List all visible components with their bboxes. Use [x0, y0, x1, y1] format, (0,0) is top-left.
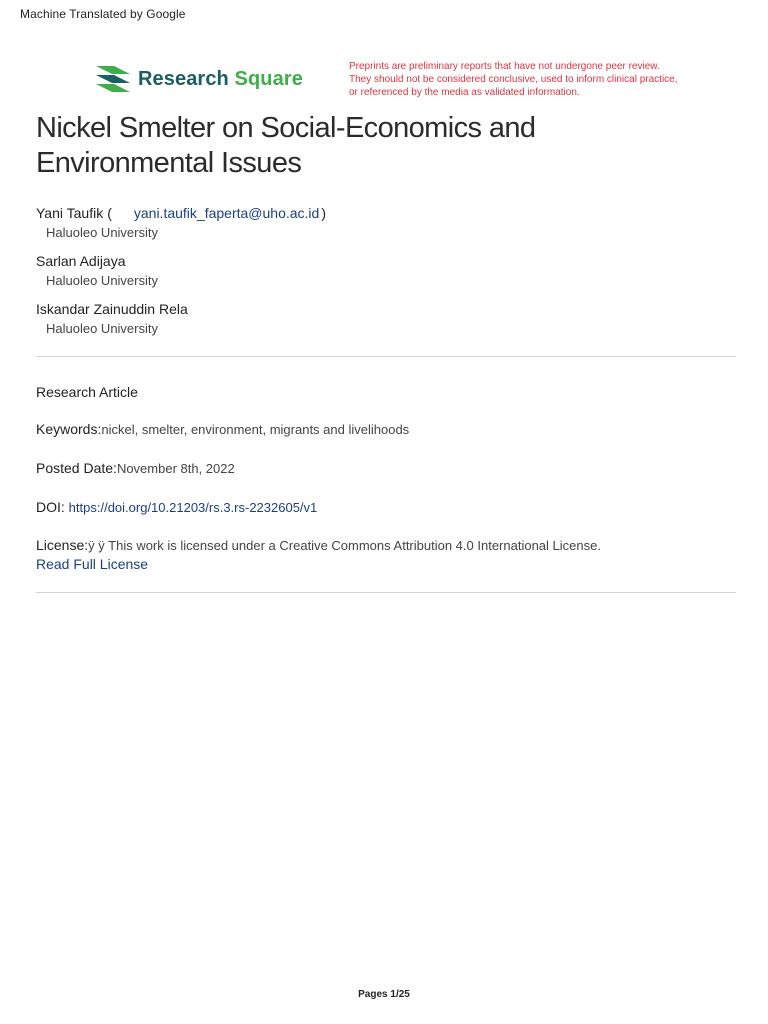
disclaimer-line: or referenced by the media as validated information. [349, 87, 580, 98]
paper-title-line: Environmental Issues [36, 147, 302, 179]
license-text: ÿ ÿ This work is licensed under a Creative Commons Attribution 4.0 International License. [88, 538, 601, 553]
research-square-logo[interactable] [94, 64, 303, 94]
research-square-logo-icon [94, 64, 132, 94]
author-list [36, 203, 726, 347]
paren-open: ( [107, 205, 112, 221]
read-full-license-link[interactable]: Read Full License [36, 556, 149, 572]
doi-label: DOI: [36, 499, 65, 515]
author-name [36, 203, 726, 223]
license-label: License: [36, 537, 89, 553]
disclaimer-line: Preprints are preliminary reports that have not undergone peer review. [349, 61, 660, 72]
author-affiliation: Haluoleo University [46, 273, 158, 288]
author-affiliation: Haluoleo University [46, 225, 158, 240]
paper-title-line: Nickel Smelter on Social-Economics and [36, 112, 536, 144]
page-counter: Pages 1/25 [358, 989, 410, 1000]
posted-date-label: Posted Date: [36, 460, 117, 476]
preprint-disclaimer [349, 60, 709, 99]
logo-wordmark [138, 68, 303, 91]
keywords-value: nickel, smelter, environment, migrants and livelihoods [101, 422, 410, 437]
author-name: Sarlan Adijaya [36, 253, 126, 269]
license-row [36, 537, 736, 572]
keywords-label: Keywords: [36, 421, 102, 437]
article-type: Research Article [36, 384, 138, 400]
doi-row [36, 499, 736, 515]
logo-word-square: Square [234, 67, 303, 90]
author-name: Iskandar Zainuddin Rela [36, 301, 188, 317]
divider [36, 592, 736, 593]
logo-word-research: Research [138, 67, 229, 90]
posted-date-value: November 8th, 2022 [116, 461, 235, 476]
author-name-text: Yani Taufik [36, 205, 104, 221]
divider [36, 356, 736, 357]
author-affiliation: Haluoleo University [46, 321, 158, 336]
doi-link[interactable]: https://doi.org/10.21203/rs.3.rs-2232605/v1 [68, 500, 318, 515]
disclaimer-line: They should not be considered conclusive, used to inform clinical practice, [349, 74, 678, 85]
keywords-row [36, 421, 736, 437]
posted-date-row [36, 460, 736, 476]
translation-banner: Machine Translated by Google [20, 7, 186, 21]
paren-close: ) [321, 205, 326, 221]
paper-title [36, 111, 726, 181]
author-email-link[interactable]: yani.taufik_faperta@uho.ac.id [133, 205, 320, 221]
